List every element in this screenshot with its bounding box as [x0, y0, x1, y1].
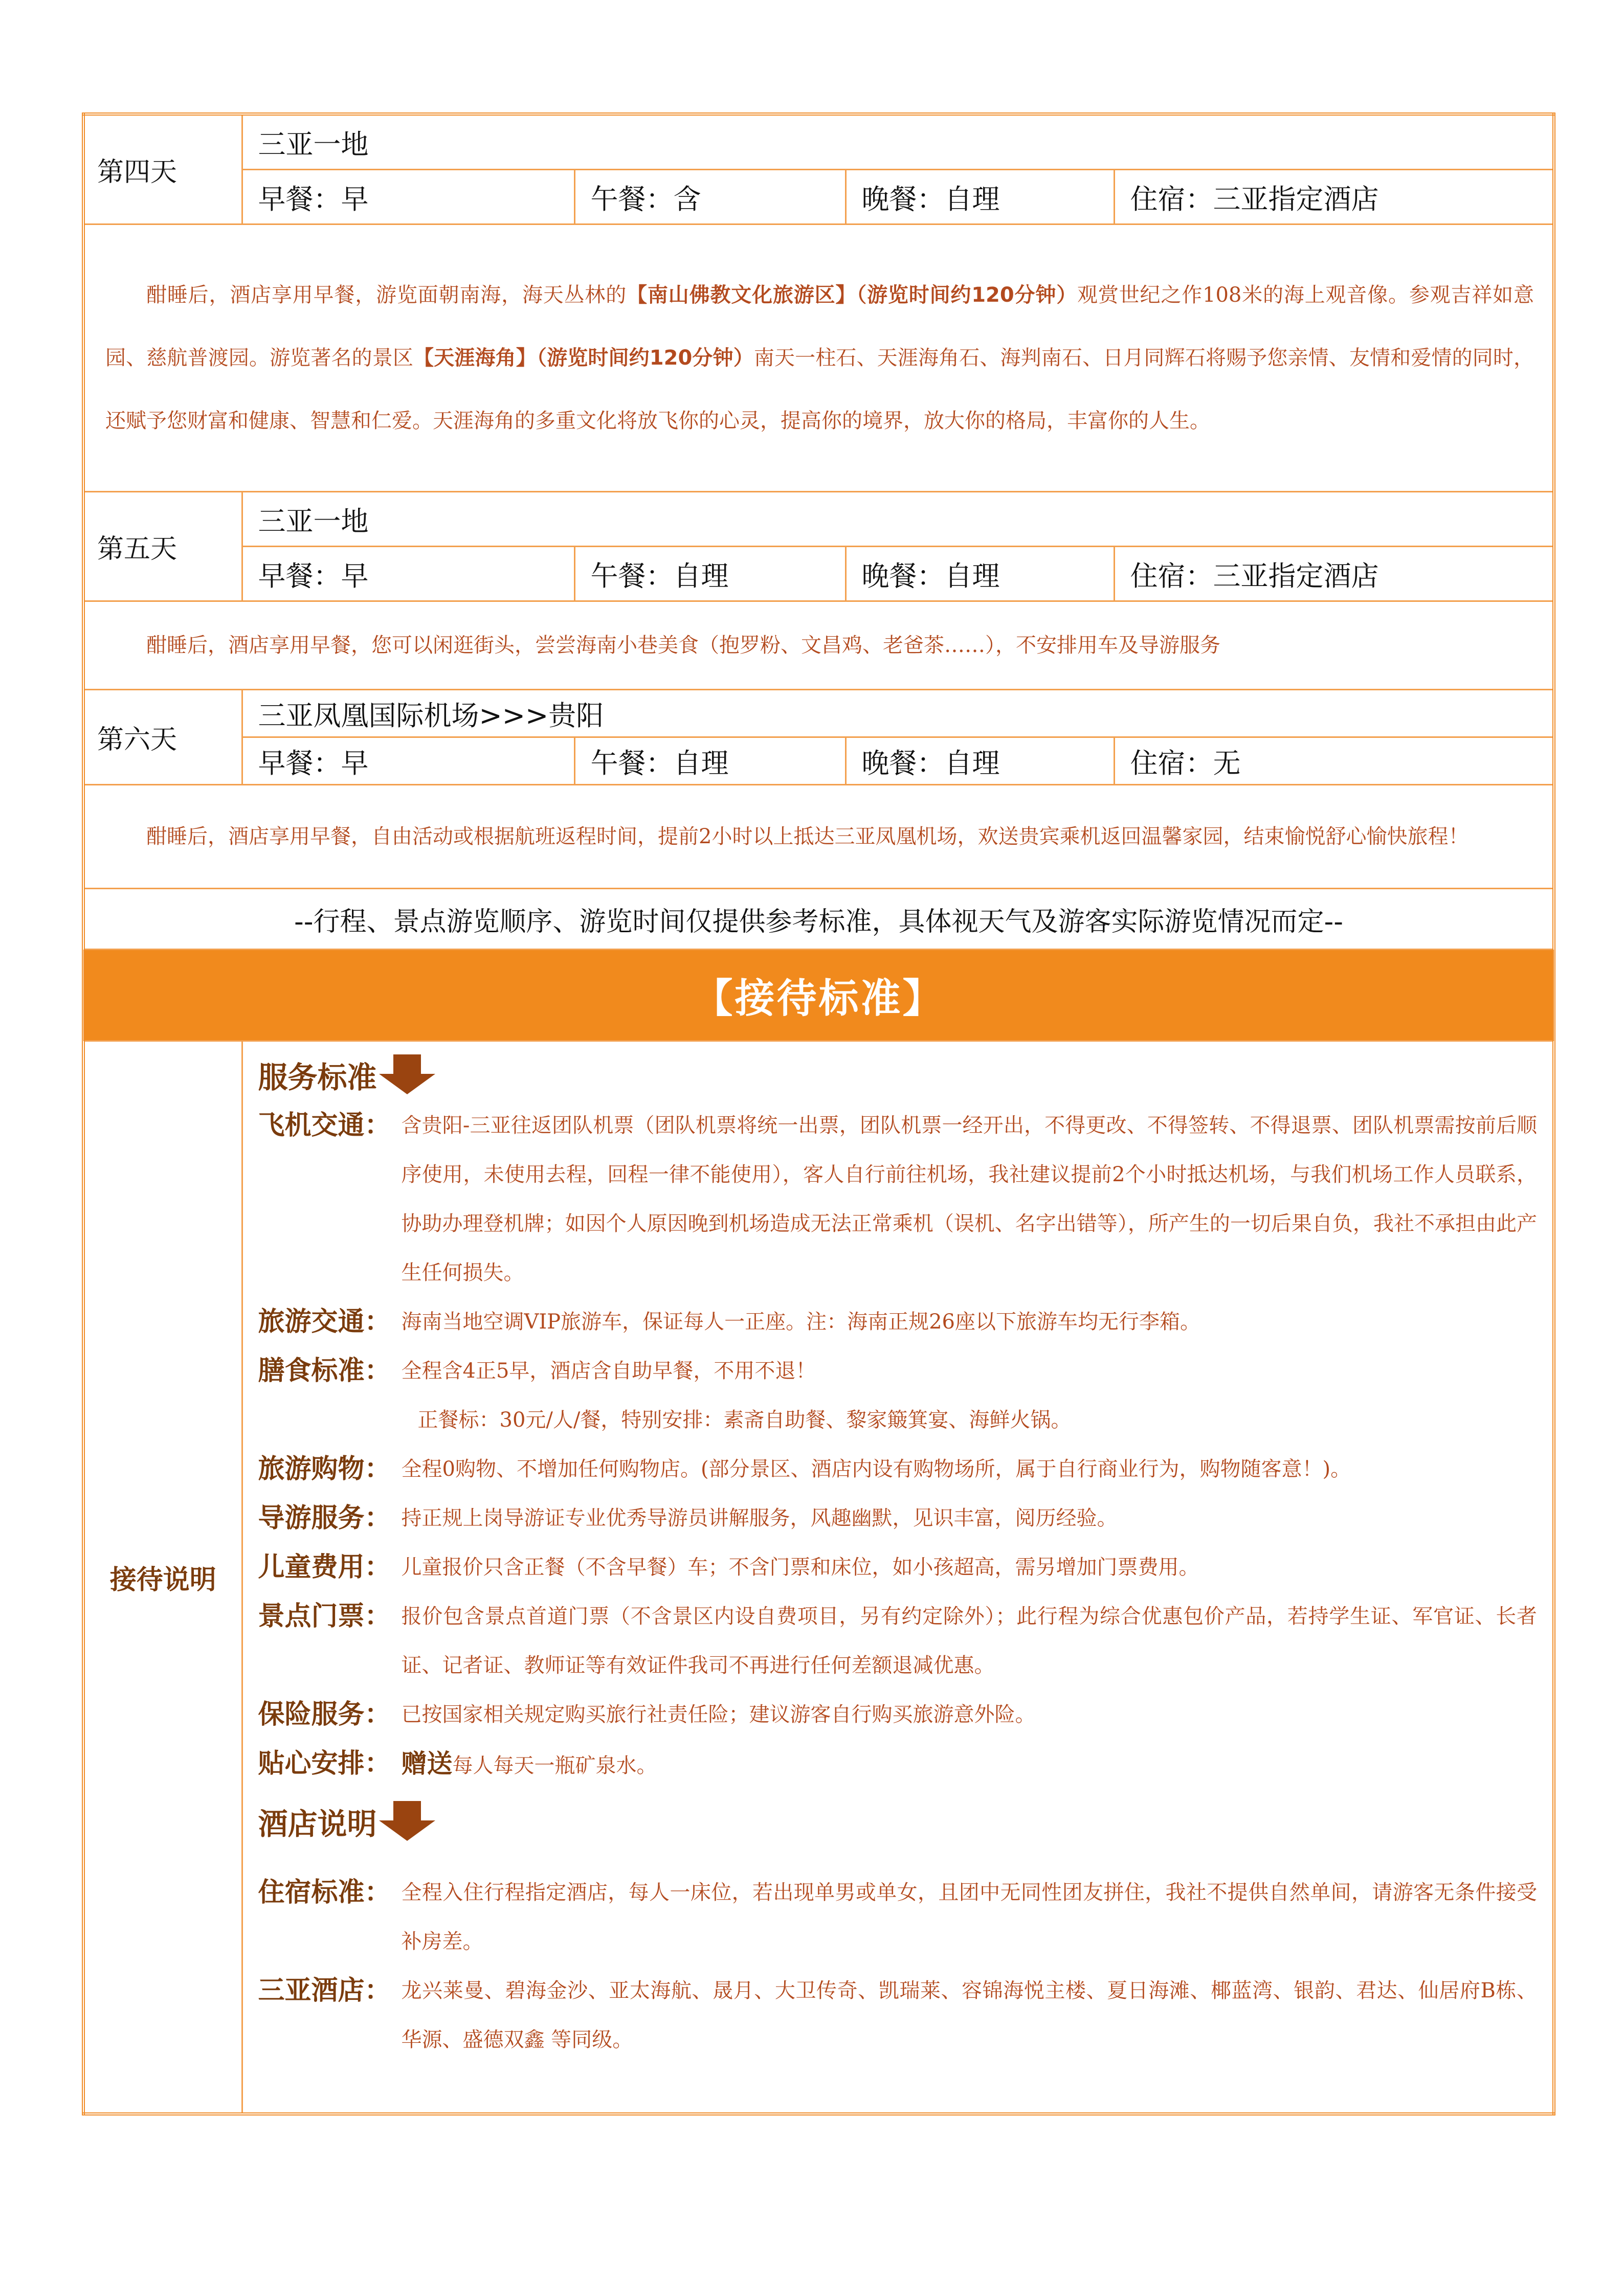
route-text: 三亚一地	[242, 492, 1554, 547]
info-value: 儿童报价只含正餐（不含早餐）车；不含门票和床位，如小孩超高，需另增加门票费用。	[401, 1556, 1199, 1579]
info-row	[258, 1592, 1538, 1690]
info-value: 报价包含景点首道门票（不含景区内设自费项目，另有约定除外）；此行程为综合优惠包价产品，若持学生证、军官证、长者证、记者证、教师证等有效证件我司不再进行任何差额退减优惠。	[401, 1605, 1537, 1677]
day-label: 第六天	[83, 690, 242, 785]
itinerary-note: --行程、景点游览顺序、游览时间仅提供参考标准，具体视天气及游客实际游览情况而定--	[83, 889, 1554, 950]
lunch-cell: 午餐：自理	[574, 737, 846, 785]
route-text: 三亚凤凰国际机场>>>贵阳	[242, 690, 1554, 737]
info-key: 保险服务：	[258, 1699, 391, 1730]
hotel-cell: 住宿：三亚指定酒店	[1114, 547, 1554, 601]
day-label: 第四天	[83, 114, 242, 224]
hotel-cell: 住宿：三亚指定酒店	[1114, 170, 1554, 224]
info-value: 全程入住行程指定酒店，每人一床位，若出现单男或单女，且团中无同性团友拼住，我社不提供自然单间，请游客无条件接受补房差。	[401, 1881, 1537, 1953]
info-key: 膳食标准：	[258, 1356, 391, 1386]
info-row	[258, 1346, 1538, 1395]
info-key: 贴心安排：	[258, 1748, 391, 1779]
info-key: 儿童费用：	[258, 1552, 391, 1583]
lunch-cell: 午餐：含	[574, 170, 846, 224]
breakfast-cell: 早餐：早	[242, 170, 574, 224]
breakfast-cell: 早餐：早	[242, 547, 574, 601]
info-row	[258, 1739, 1538, 1790]
reception-label: 接待说明	[83, 1041, 242, 2114]
info-row	[258, 1690, 1538, 1739]
reception-body	[242, 1041, 1554, 2114]
highlight-scenic: 【南山佛教文化旅游区】（游览时间约120分钟）	[627, 283, 1078, 307]
info-value: 全程含4正5早，酒店含自助早餐，不用不退！	[401, 1359, 816, 1383]
day-description: 酣睡后，酒店享用早餐，您可以闲逛街头，尝尝海南小巷美食（抱罗粉、文昌鸡、老爸茶……），不安排用车及导游服务	[83, 601, 1554, 690]
info-value	[402, 1739, 1538, 1790]
info-row	[258, 1297, 1538, 1346]
meal-standard-detail: 正餐标：30元/人/餐，特别安排：素斋自助餐、黎家簸箕宴、海鲜火锅。	[417, 1408, 1072, 1432]
info-row	[258, 1966, 1538, 2064]
hotel-info-heading	[258, 1795, 1538, 1848]
info-row	[258, 1868, 1538, 1966]
info-value: 龙兴莱曼、碧海金沙、亚太海航、晟月、大卫传奇、凯瑞莱、容锦海悦主楼、夏日海滩、椰蓝湾、银韵、君达、仙居府B栋、华源、盛德双鑫 等同级。	[401, 1979, 1537, 2052]
info-row	[258, 1101, 1538, 1297]
info-key: 旅游交通：	[258, 1307, 391, 1337]
day-description: 酣睡后，酒店享用早餐，自由活动或根据航班返程时间，提前2小时以上抵达三亚凤凰机场，欢送贵宾乘机返回温馨家园，结束愉悦舒心愉快旅程！	[83, 785, 1554, 889]
highlight-scenic: 【天涯海角】（游览时间约120分钟）	[413, 346, 754, 370]
gift-highlight: 赠送	[401, 1749, 453, 1779]
info-key: 三亚酒店：	[258, 1975, 391, 2006]
hotel-cell: 住宿：无	[1114, 737, 1554, 785]
info-key: 飞机交通：	[258, 1110, 391, 1141]
section-banner: 【接待标准】	[83, 950, 1554, 1041]
info-key: 景点门票：	[258, 1601, 391, 1632]
info-row	[258, 1494, 1538, 1543]
desc-text: 南天一柱石、天涯海角石、海判南石、日月同辉石将赐予您亲情、友情和爱情的同时，还赋予您财富和健康、智慧和仁爱。天涯海角的多重文化将放飞你的心灵，提高你的境界，放大你的格局，丰富你的人生。	[105, 346, 1534, 433]
day-label: 第五天	[83, 492, 242, 601]
dinner-cell: 晚餐：自理	[846, 737, 1114, 785]
lunch-cell: 午餐：自理	[574, 547, 846, 601]
breakfast-cell: 早餐：早	[242, 737, 574, 785]
down-arrow-icon	[379, 1801, 435, 1842]
info-value: 海南当地空调VIP旅游车，保证每人一正座。注：海南正规26座以下旅游车均无行李箱。	[401, 1310, 1200, 1334]
info-value: 含贵阳-三亚往返团队机票（团队机票将统一出票，团队机票一经开出，不得更改、不得签转、不得退票、团队机票需按前后顺序使用，未使用去程，回程一律不能使用），客人自行前往机场，我社建议提前2个小时抵达机场，与我们机场工作人员联系，协助办理登机牌；如因个人原因晚到机场造成无法正常乘机（误机、名字出错等），所产生的一切后果自负，我社不承担由此产生任何损失。	[401, 1114, 1537, 1285]
info-row	[258, 1543, 1538, 1592]
down-arrow-icon	[379, 1054, 435, 1095]
gift-text: 每人每天一瓶矿泉水。	[452, 1754, 657, 1777]
section-title: 服务标准	[258, 1060, 377, 1095]
info-value: 已按国家相关规定购买旅行社责任险；建议游客自行购买旅游意外险。	[401, 1703, 1036, 1726]
info-value: 持正规上岗导游证专业优秀导游员讲解服务，风趣幽默，见识丰富，阅历经验。	[401, 1506, 1118, 1530]
info-key: 住宿标准：	[258, 1877, 391, 1908]
desc-text: 酣睡后，酒店享用早餐，游览面朝南海，海天丛林的	[146, 283, 627, 307]
dinner-cell: 晚餐：自理	[846, 170, 1114, 224]
info-row	[258, 1445, 1538, 1494]
dinner-cell: 晚餐：自理	[846, 547, 1114, 601]
desc-text: 观赏世纪之作108米的海上观音像。参观吉祥如意园、慈航普渡园。游览著名的景区	[105, 283, 1534, 370]
day-description	[83, 224, 1554, 492]
service-standard-heading	[258, 1049, 1538, 1101]
section-title: 酒店说明	[258, 1807, 377, 1841]
info-key: 旅游购物：	[258, 1454, 391, 1484]
itinerary-sheet	[82, 112, 1552, 2115]
itinerary-table	[82, 112, 1555, 2115]
info-value: 全程0购物、不增加任何购物店。(部分景区、酒店内设有购物场所，属于自行商业行为，购物随客意！)。	[401, 1457, 1351, 1481]
route-text: 三亚一地	[242, 114, 1554, 170]
info-key: 导游服务：	[258, 1503, 391, 1534]
